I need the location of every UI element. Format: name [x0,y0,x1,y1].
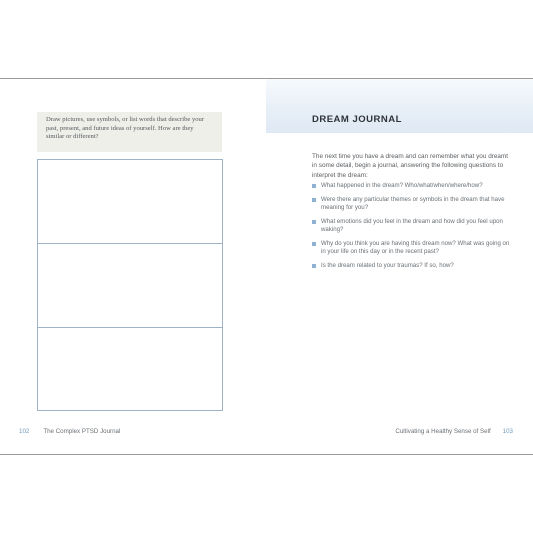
left-page-number: 102 [19,428,30,435]
drawing-area [37,159,223,411]
left-running-title: The Complex PTSD Journal [43,428,121,435]
question-text: What emotions did you feel in the dream and how did you feel upon waking? [321,217,503,234]
right-page-number: 103 [502,428,513,435]
right-page [266,79,533,454]
question-text: What happened in the dream? Who/what/when/where/how? [321,182,483,189]
book-spread [0,78,533,455]
prompt-box [37,112,222,152]
bullet-square-icon [312,220,316,224]
question-item [312,196,512,213]
bullet-square-icon [312,242,316,246]
question-list [312,182,512,276]
bullet-square-icon [312,264,316,268]
question-item [312,240,512,257]
right-footer [395,428,513,435]
question-item [312,262,512,270]
bullet-square-icon [312,184,316,188]
drawing-panel-past [38,160,222,244]
intro-paragraph: The next time you have a dream and can remember what you dreamt in some detail, begin a journal, answering the following questions to interpret the dream: [312,153,509,179]
question-item [312,218,512,235]
prompt-text: Draw pictures, use symbols, or list words that describe your past, present, and future ideas of yourself. How are they similar or different? [46,116,205,141]
question-item [312,182,512,190]
drawing-panel-future [38,328,222,412]
drawing-panel-present [38,244,222,328]
right-running-title: Cultivating a Healthy Sense of Self [395,428,491,435]
bullet-square-icon [312,198,316,202]
section-title: DREAM JOURNAL [312,114,402,125]
question-text: Is the dream related to your traumas? If so, how? [321,262,454,270]
question-text: Why do you think you are having this dream now? What was going on in your life on this day or in the recent past? [321,239,510,256]
left-page [0,79,266,454]
left-footer [19,428,120,435]
question-text: Were there any particular themes or symbols in the dream that have meaning for you? [321,195,505,212]
